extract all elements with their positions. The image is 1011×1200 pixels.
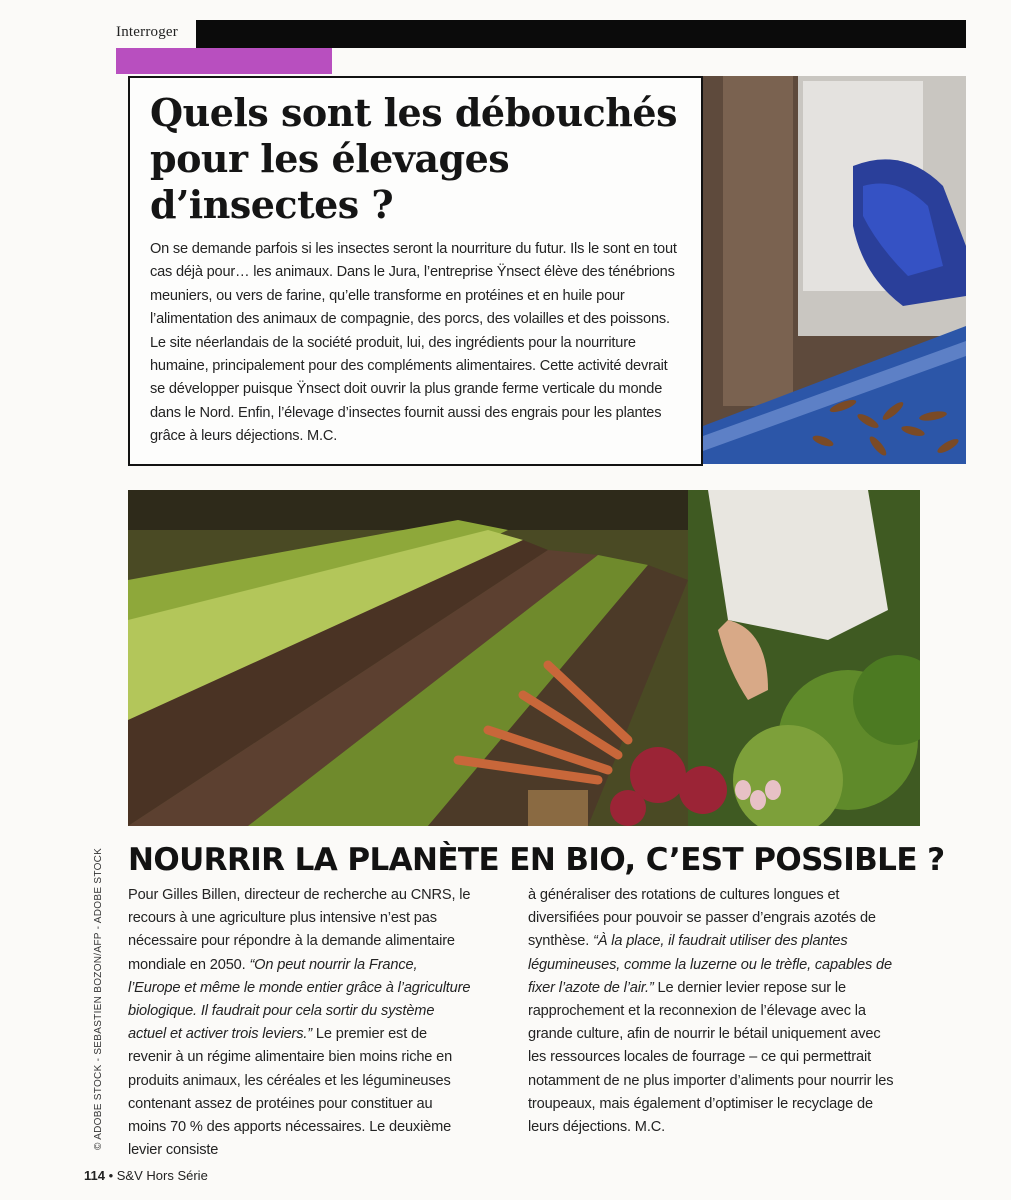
publication-name: S&V Hors Série (116, 1168, 208, 1183)
footer-separator: • (104, 1168, 117, 1183)
bio-col2-text-2: Le dernier levier repose sur le rapprochement et la reconnexion de l’élevage avec la grande culture, afin de nourrir le bétail uniquement avec les ressources locales de fourrage – ce qui permettrait notamment de ne plus importer d’aliments pour nourrir les troupeaux, mais également d’optimiser le recyclage de leurs déjections. M.C. (528, 979, 894, 1136)
organic-garden-photo (128, 490, 920, 826)
section-label: Interroger (116, 24, 178, 40)
bio-col2-text-1: à généraliser des rotations de cultures longues et diversifiées pour pouvoir se passer d’engrais azotés de synthèse. (528, 887, 876, 950)
page-footer (84, 1168, 208, 1183)
organic-garden-photo-illustration (128, 490, 920, 826)
bio-col2-quote: “À la place, il faudrait utiliser des plantes légumineuses, comme la luzerne ou le trèfle, capables de fixer l’azote de l’air.” (528, 933, 892, 996)
bio-col1-quote: “On peut nourrir la France, l’Europe et même le monde entier grâce à l’agriculture biologique. Il faudrait pour cela sortir du système actuel et activer trois leviers.” (128, 956, 471, 1043)
header-black-bar (196, 20, 966, 48)
bio-col1-text-1: Pour Gilles Billen, directeur de recherche au CNRS, le recours à une agriculture plus intensive n’est pas nécessaire pour répondre à la demande alimentaire mondiale en 2050. (128, 887, 471, 973)
photo-credits: © ADOBE STOCK - SEBASTIEN BOZON/AFP - ADOBE STOCK (93, 847, 104, 1150)
bio-article-title: NOURRIR LA PLANÈTE EN BIO, C’EST POSSIBLE ? (128, 842, 945, 878)
insect-article-title: Quels sont les débouchés pour les élevages d’insectes ? (150, 90, 677, 227)
bio-col1-text-2: Le premier est de revenir à un régime alimentaire bien moins riche en produits animaux, les céréales et les légumineuses contenant assez de protéines pour constituer au moins 70 % des apports nécessaires. Le deuxième levier consiste (128, 1026, 453, 1159)
insect-farm-photo-illustration (703, 76, 966, 464)
bio-article-column-left (128, 884, 473, 1162)
header-magenta-bar (116, 48, 332, 74)
insect-farm-photo (703, 76, 966, 464)
bio-article-column-right (528, 884, 898, 1139)
insect-article-body: On se demande parfois si les insectes seront la nourriture du futur. Ils le sont en tout cas déjà pour… les animaux. Dans le Jura, l’entreprise Ÿnsect élève des ténébrions meuniers, ou vers de farine, qu’elle transforme en protéines et en huile pour l’alimentation des animaux de compagnie, des porcs, des volailles et des poissons. Le site néerlandais de la société produit, lui, des ingrédients pour la nourriture humaine, principalement pour des compléments alimentaires. Cette activité devrait se développer puisque Ÿnsect doit ouvrir la plus grande ferme verticale du monde dans le Nord. Enfin, l’élevage d’insectes fournit aussi des engrais pour les plantes grâce à leurs déjections. M.C. (150, 241, 677, 445)
page-number: 114 (84, 1168, 105, 1183)
insect-article-box (128, 76, 703, 466)
